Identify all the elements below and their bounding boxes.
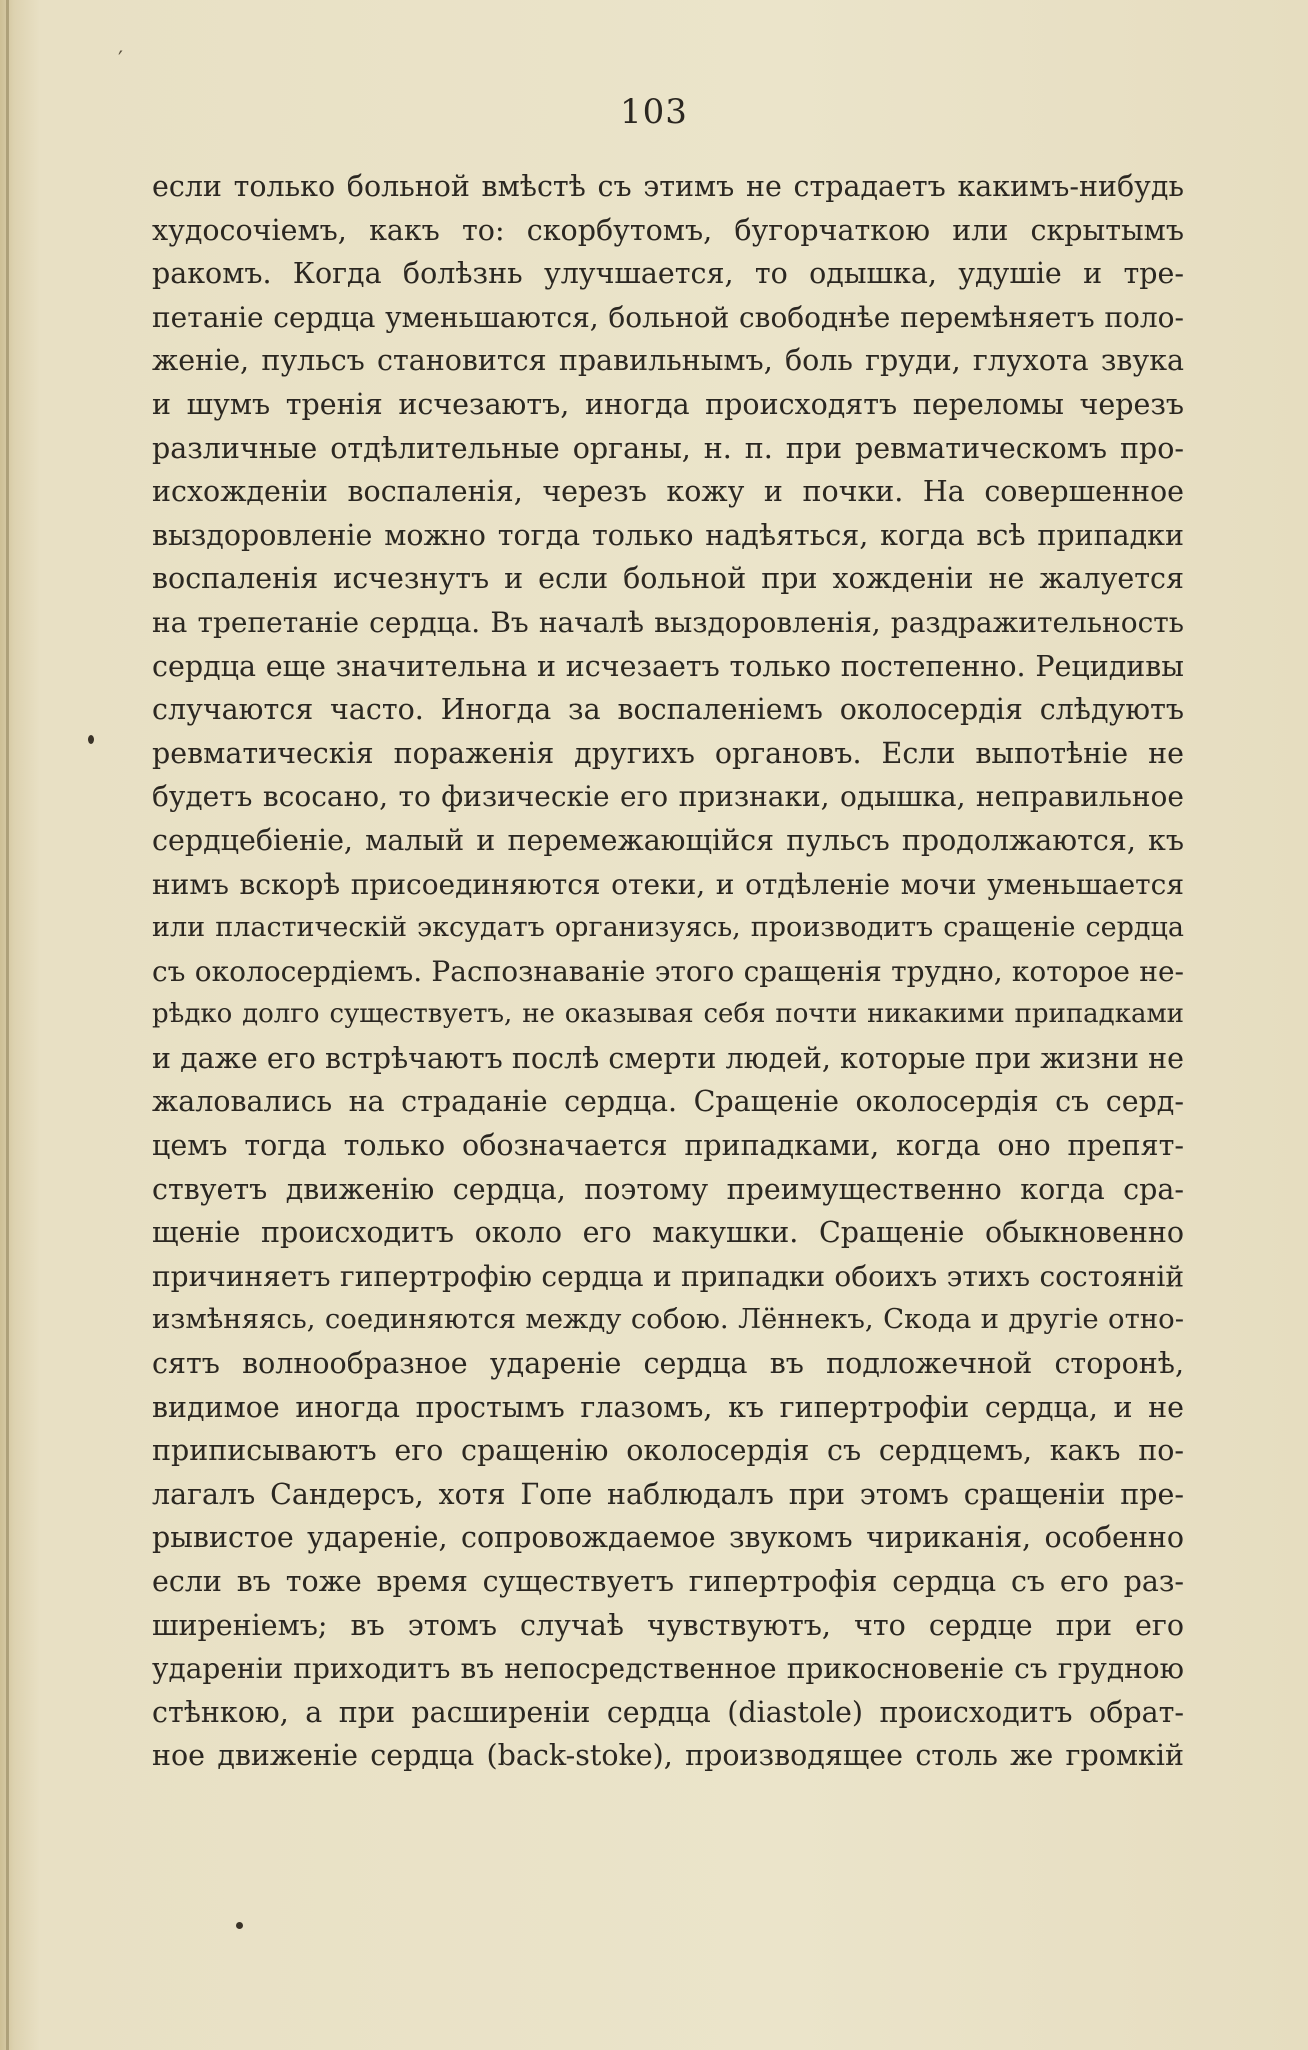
ink-speck [236, 1922, 243, 1929]
text-line: если только больной вмѣстѣ съ этимъ не страдаетъ какимъ-нибудь [152, 170, 1184, 203]
text-line: сердцебіеніе, малый и перемежающійся пульсъ продолжаются, къ [152, 823, 1184, 857]
text-line: ракомъ. Когда болѣзнь улучшается, то одышка, удушіе и тре- [152, 257, 1184, 291]
text-line: видимое иногда простымъ глазомъ, къ гипертрофіи сердца, и не [152, 1390, 1184, 1424]
text-line: приписываютъ его сращенію околосердія съ сердцемъ, какъ по- [152, 1434, 1184, 1468]
text-line: женіе, пульсъ становится правильнымъ, боль груди, глухота звука [152, 344, 1184, 378]
ink-speck [88, 735, 94, 744]
text-line: и даже его встрѣчаютъ послѣ смерти людей, которые при жизни не [152, 1041, 1184, 1075]
text-line: измѣняясь, соединяются между собою. Лённекъ, Скода и другіе отно- [152, 1303, 1184, 1336]
text-line: ное движеніе сердца (back-stoke), производящее столь же громкій [152, 1739, 1184, 1773]
text-line: нимъ вскорѣ присоединяются отеки, и отдѣленіе мочи уменьшается [152, 867, 1184, 901]
text-line: случаются часто. Иногда за воспаленіемъ околосердія слѣдуютъ [152, 693, 1184, 727]
text-line: удареніи приходитъ въ непосредственное прикосновеніе съ грудною [152, 1652, 1184, 1686]
body-text [152, 165, 1184, 1778]
text-line: сердца еще значительна и исчезаетъ только постепенно. Рецидивы [152, 649, 1184, 683]
text-line: цемъ тогда только обозначается припадками, когда оно препят- [152, 1129, 1184, 1163]
text-line: стѣнкою, а при расширеніи сердца (diastole) происходитъ обрат- [152, 1695, 1184, 1729]
text-line: ствуетъ движенію сердца, поэтому преимущественно когда сра- [152, 1172, 1184, 1206]
page-number: 103 [620, 92, 688, 132]
text-line: жаловались на страданіе сердца. Сращеніе околосердія съ серд- [152, 1085, 1184, 1119]
text-line: выздоровленіе можно тогда только надѣяться, когда всѣ припадки [152, 518, 1184, 552]
text-line: рѣдко долго существуетъ, не оказывая себя почти никакими припадками [152, 999, 1184, 1030]
text-line: щеніе происходитъ около его макушки. Сращеніе обыкновенно [152, 1216, 1184, 1250]
text-line: или пластическій эксудатъ организуясь, производитъ сращеніе сердца [152, 912, 1184, 944]
text-line: исхожденіи воспаленія, черезъ кожу и почки. На совершенное [152, 475, 1184, 509]
text-line: причиняетъ гипертрофію сердца и припадки обоихъ этихъ состояній [152, 1259, 1184, 1293]
text-line: ширеніемъ; въ этомъ случаѣ чувствуютъ, что сердце при его [152, 1608, 1184, 1642]
text-line: петаніе сердца уменьшаются, больной свободнѣе перемѣняетъ поло- [152, 300, 1184, 334]
text-line: съ околосердіемъ. Распознаваніе этого сращенія трудно, которое не- [152, 954, 1184, 988]
text-line: худосочіемъ, какъ то: скорбутомъ, бугорчаткою или скрытымъ [152, 213, 1184, 247]
text-line: лагалъ Сандерсъ, хотя Гопе наблюдалъ при этомъ сращеніи пре- [152, 1477, 1184, 1511]
text-line: различные отдѣлительные органы, н. п. при ревматическомъ про- [152, 431, 1184, 465]
margin-mark: ′ [118, 48, 123, 73]
text-line: если въ тоже время существуетъ гипертрофія сердца съ его раз- [152, 1565, 1184, 1598]
text-line: воспаленія исчезнутъ и если больной при хожденіи не жалуется [152, 562, 1184, 596]
binding-edge [6, 0, 9, 2050]
text-line: будетъ всосано, то физическіе его признаки, одышка, неправильное [152, 780, 1184, 814]
text-line: ревматическія пораженія другихъ органовъ. Если выпотѣніе не [152, 736, 1184, 770]
text-line: и шумъ тренія исчезаютъ, иногда происходятъ переломы черезъ [152, 387, 1184, 421]
text-line: сятъ волнообразное удареніе сердца въ подложечной сторонѣ, [152, 1347, 1184, 1381]
text-line: рывистое удареніе, сопровождаемое звукомъ чириканія, особенно [152, 1521, 1184, 1555]
text-line: на трепетаніе сердца. Въ началѣ выздоровленія, раздражительность [152, 605, 1184, 639]
